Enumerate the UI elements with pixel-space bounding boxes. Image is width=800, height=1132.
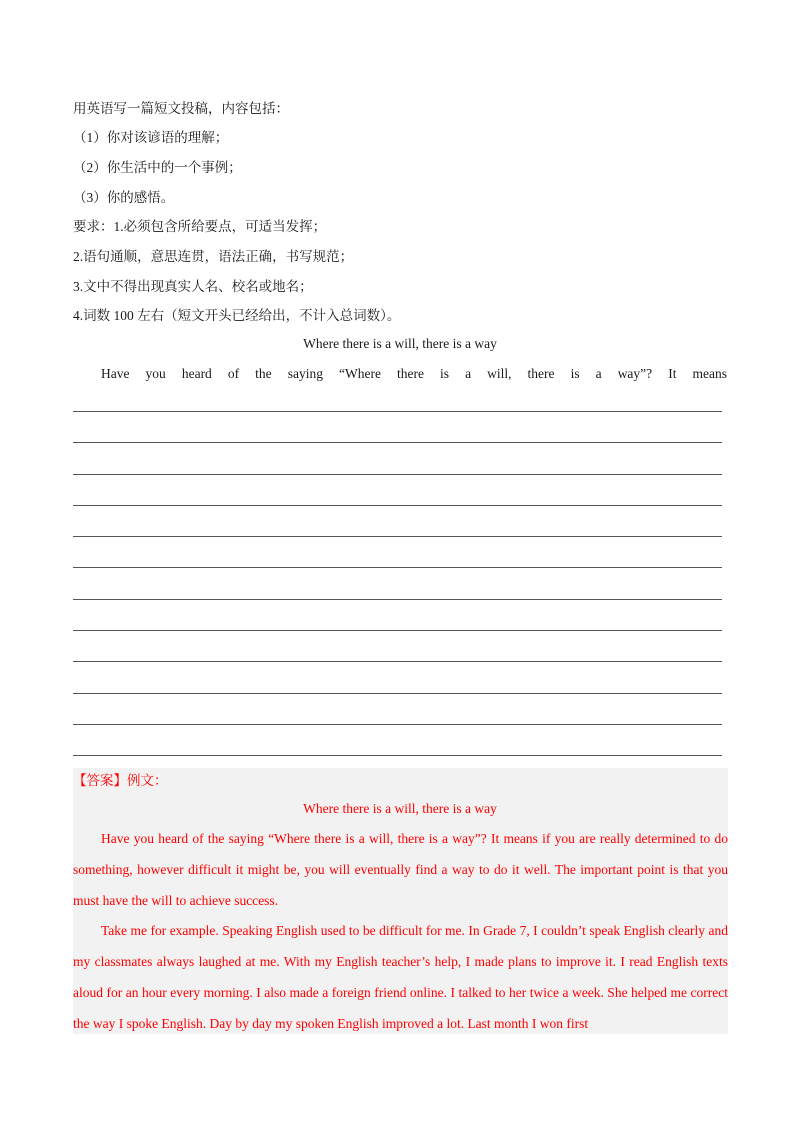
writing-line [73, 694, 722, 725]
instructions-intro: 用英语写一篇短文投稿，内容包括： [73, 101, 289, 116]
instruction-point-1: （1）你对该谚语的理解； [73, 130, 229, 145]
instruction-point-2: （2）你生活中的一个事例； [73, 160, 242, 175]
answer-title: Where there is a will, there is a way [303, 801, 497, 816]
writing-line [73, 412, 722, 443]
writing-area[interactable] [73, 411, 722, 756]
answer-label: 【答案】例文： [73, 773, 168, 788]
requirement-3: 3.文中不得出现真实人名、校名或地名； [73, 279, 313, 294]
requirement-2: 2.语句通顺，意思连贯，语法正确，书写规范； [73, 249, 354, 264]
essay-title: Where there is a will, there is a way [303, 336, 497, 351]
writing-line [73, 568, 722, 599]
writing-line [73, 725, 722, 756]
writing-line [73, 600, 722, 631]
writing-line [73, 662, 722, 693]
writing-line [73, 537, 722, 568]
writing-line [73, 506, 722, 537]
writing-line [73, 443, 722, 474]
answer-paragraph-2: Take me for example. Speaking English used to be difficult for me. In Grade 7, I couldn’t speak English clearly and my classmates always laughed at me. With my English teacher’s help, I made plans to improve it. I read English texts aloud for an hour every morning. I also made a foreign friend online. I talked to her twice a week. She helped me correct the way I spoke English. Day by day my spoken English improved a lot. Last month I won first [73, 923, 728, 1031]
requirement-4: 4.词数 100 左右（短文开头已经给出，不计入总词数）。 [73, 308, 401, 323]
writing-line [73, 475, 722, 506]
instruction-point-3: （3）你的感悟。 [73, 190, 175, 205]
writing-line [73, 631, 722, 662]
requirement-1: 要求：1.必须包含所给要点，可适当发挥； [73, 219, 327, 234]
essay-opening: Have you heard of the saying “Where there is a will, there is a way”? It means [101, 366, 727, 381]
answer-paragraph-1: Have you heard of the saying “Where there is a will, there is a way”? It means if you are really determined to do something, however difficult it might be, you will eventually find a way to do it well. The important point is that you must have the will to achieve success. [73, 831, 728, 908]
